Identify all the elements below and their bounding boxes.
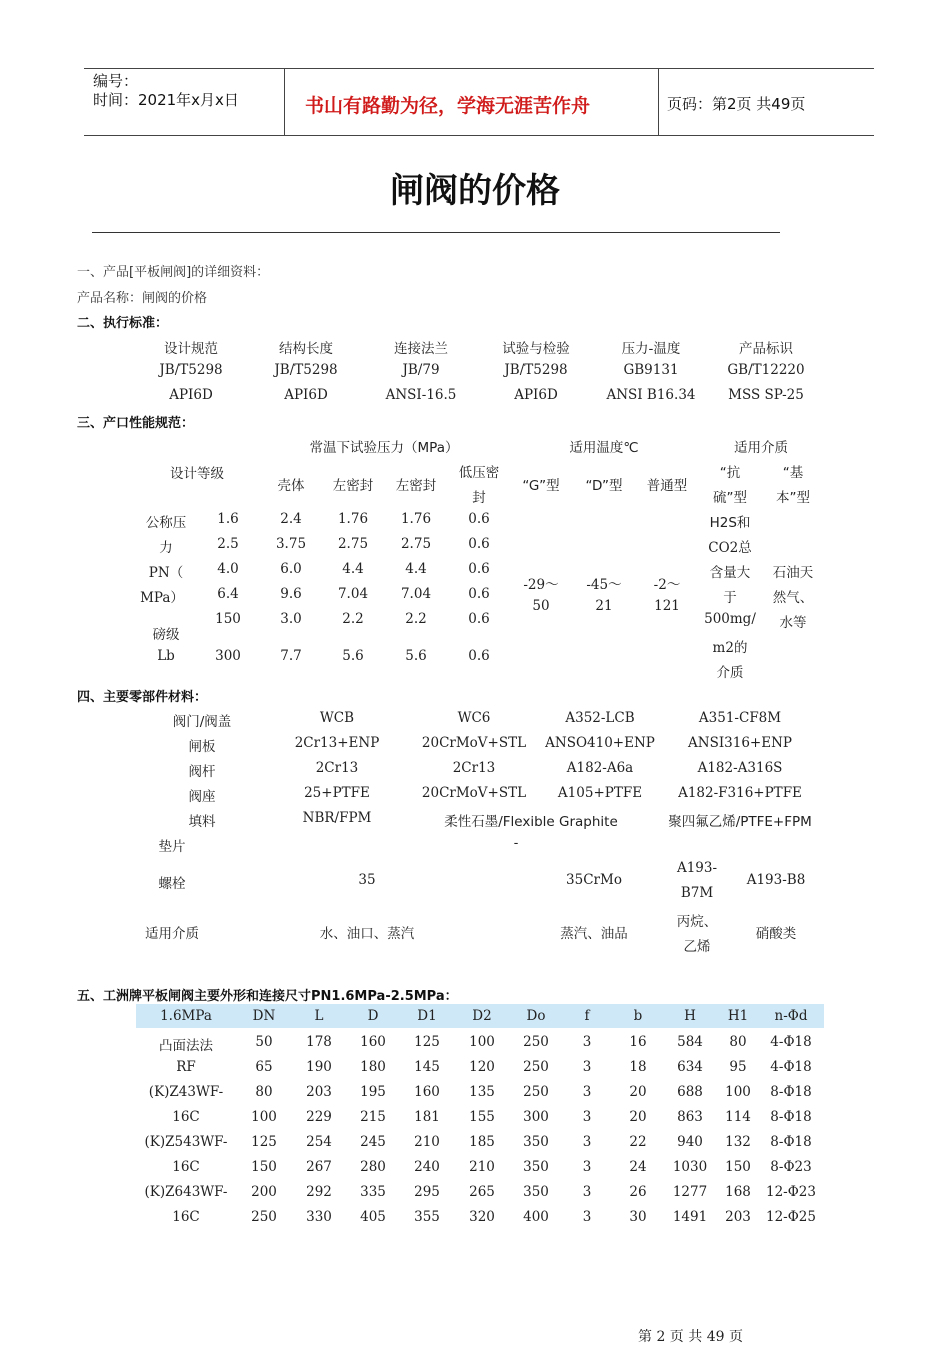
sec2-col: 压力-温度	[621, 341, 681, 357]
bolt-cell: 35	[358, 872, 376, 888]
dim-cell: 3	[582, 1059, 592, 1075]
sec2-heading: 二、执行标准：	[77, 316, 169, 331]
g-type-label: “G”型	[522, 478, 560, 494]
low-seal-label: 低压密	[458, 465, 500, 481]
dim-cell: 240	[414, 1159, 440, 1175]
dim-cell: 30	[629, 1209, 647, 1225]
dim-cell: 350	[523, 1159, 549, 1175]
dim-cell: (K)Z43WF-	[148, 1084, 224, 1100]
dim-header-cell: D2	[472, 1008, 492, 1024]
dim-cell: 1277	[672, 1184, 708, 1200]
bolt-cell: B7M	[680, 885, 714, 901]
lb-label: Lb	[157, 648, 175, 664]
header-motto: 书山有路勤为径，学海无涯苦作舟	[305, 95, 591, 117]
dim-cell: 95	[729, 1059, 747, 1075]
seal-cell: 2.75	[337, 536, 369, 552]
material-cell: 20CrMoV+STL	[421, 785, 527, 801]
dim-cell: 125	[251, 1134, 277, 1150]
g-range: 50	[532, 598, 550, 614]
sec2-cell: API6D	[514, 387, 558, 403]
header-date: 时间：2021年x月x日	[93, 91, 239, 109]
normal-range: -2～	[653, 577, 681, 593]
sec2-col: 设计规范	[164, 341, 218, 357]
low-seal-cell: 0.6	[468, 586, 490, 602]
dim-cell: 1030	[672, 1159, 708, 1175]
header-divider-1	[284, 68, 285, 135]
grade-cell: 2.5	[217, 536, 239, 552]
sec2-cell: API6D	[284, 387, 328, 403]
dim-cell: 320	[469, 1209, 495, 1225]
dim-cell: 135	[469, 1084, 495, 1100]
normal-range: 121	[654, 598, 680, 614]
shell-cell: 3.75	[275, 536, 307, 552]
dim-cell: 3	[582, 1134, 592, 1150]
basic-type-label: “基	[782, 465, 804, 481]
low-seal-cell: 0.6	[468, 648, 490, 664]
sec2-col: 产品标识	[739, 341, 793, 357]
medium-cell: 水、油口、蒸汽	[319, 926, 415, 942]
dim-cell: 688	[677, 1084, 703, 1100]
title-rule	[92, 232, 780, 233]
material-cell: A182-A316S	[697, 760, 783, 776]
dim-cell: 292	[306, 1184, 332, 1200]
low-seal-label: 封	[472, 490, 486, 506]
medium-label: 适用介质	[145, 926, 199, 942]
bolt-cell: A193-	[676, 860, 718, 876]
seal-cell: 2.75	[400, 536, 432, 552]
material-cell: A352-LCB	[565, 710, 635, 726]
basic-medium: 石油天	[772, 565, 814, 581]
shell-label: 壳体	[277, 478, 305, 494]
dim-cell: 100	[251, 1109, 277, 1125]
dim-cell: 265	[469, 1184, 495, 1200]
test-pressure-label: 常温下试验压力（MPa）	[309, 440, 459, 456]
left-seal-label: 左密封	[332, 478, 374, 494]
pn-label: 力	[159, 540, 173, 556]
page-footer: 第 2 页 共 49 页	[638, 1329, 743, 1345]
dim-header-cell: D1	[417, 1008, 437, 1024]
dim-cell: 20	[629, 1109, 647, 1125]
material-part: 阀杆	[188, 764, 216, 780]
dim-cell: 155	[469, 1109, 495, 1125]
dim-cell: 355	[414, 1209, 440, 1225]
seal-cell: 4.4	[405, 561, 427, 577]
material-cell: 柔性石墨/Flexible Graphite	[444, 814, 618, 830]
seal-cell: 2.2	[405, 611, 427, 627]
material-part: 阀门/阀盖	[172, 714, 232, 730]
dim-cell: 330	[306, 1209, 332, 1225]
shell-cell: 7.7	[280, 648, 302, 664]
header-bottom-border	[84, 135, 874, 136]
d-range: 21	[595, 598, 613, 614]
dim-cell: 203	[306, 1084, 332, 1100]
sec2-cell: ANSI-16.5	[385, 387, 457, 403]
dim-header-cell: n-Φd	[774, 1008, 808, 1024]
dim-cell: 8-Φ18	[770, 1084, 812, 1100]
pn-label: MPa）	[140, 590, 184, 606]
d-type-label: “D”型	[585, 478, 623, 494]
dim-cell: 18	[629, 1059, 647, 1075]
dim-cell: 250	[523, 1034, 549, 1050]
header-page: 页码：第2页 共49页	[667, 95, 806, 113]
header-number: 编号：	[93, 72, 139, 90]
sec2-cell: GB/T12220	[727, 362, 805, 378]
dim-cell: 100	[469, 1034, 495, 1050]
dim-header-cell: 1.6MPa	[160, 1008, 212, 1024]
normal-type-label: 普通型	[646, 478, 688, 494]
anti-medium: 于	[723, 590, 737, 606]
dim-header-cell: H1	[727, 1008, 749, 1024]
dim-cell: 181	[414, 1109, 440, 1125]
design-grade-label: 设计等级	[170, 466, 224, 482]
anti-sulfur-label: “抗	[719, 465, 741, 481]
dim-header-cell: Do	[526, 1008, 546, 1024]
seal-cell: 5.6	[405, 648, 427, 664]
sec5-heading: 五、工洲牌平板闸阀主要外形和连接尺寸PN1.6MPa-2.5MPa：	[77, 989, 458, 1004]
sec2-col: 连接法兰	[394, 341, 448, 357]
material-cell: 25+PTFE	[304, 785, 370, 801]
grade-cell: 300	[215, 648, 241, 664]
material-cell: ANSI316+ENP	[688, 735, 792, 751]
dim-header-cell: H	[684, 1008, 696, 1024]
seal-cell: 7.04	[337, 586, 369, 602]
material-part: 闸板	[188, 739, 216, 755]
dim-cell: 16C	[172, 1209, 200, 1225]
dim-cell: 12-Φ23	[766, 1184, 816, 1200]
intro-line-2: 产品名称：闸阀的价格	[77, 291, 208, 306]
dim-cell: 250	[523, 1084, 549, 1100]
g-range: -29～	[523, 577, 559, 593]
dim-cell: 12-Φ25	[766, 1209, 816, 1225]
medium-cell: 乙烯	[683, 939, 711, 955]
dim-cell: 22	[629, 1134, 647, 1150]
sec2-cell: JB/79	[402, 362, 440, 378]
header-divider-2	[658, 68, 659, 135]
medium-label: 适用介质	[734, 440, 788, 456]
dim-cell: 250	[251, 1209, 277, 1225]
sec4-heading: 四、主要零部件材料：	[77, 690, 208, 705]
sec2-cell: MSS SP-25	[728, 387, 804, 403]
material-cell: A182-F316+PTFE	[678, 785, 802, 801]
dim-cell: 145	[414, 1059, 440, 1075]
material-cell: 20CrMoV+STL	[421, 735, 527, 751]
left-seal-label: 左密封	[395, 478, 437, 494]
anti-medium: 介质	[716, 665, 744, 681]
seal-cell: 7.04	[400, 586, 432, 602]
sec2-cell: API6D	[169, 387, 213, 403]
dim-cell: 16C	[172, 1109, 200, 1125]
material-cell: 2Cr13	[452, 760, 496, 776]
dim-cell: 4-Φ18	[770, 1059, 812, 1075]
dim-header-cell: f	[584, 1008, 590, 1024]
dim-cell: 3	[582, 1109, 592, 1125]
basic-type-label: 本”型	[776, 490, 810, 506]
dim-cell: 350	[523, 1184, 549, 1200]
medium-cell: 丙烷、	[676, 914, 718, 930]
dim-cell: 180	[360, 1059, 386, 1075]
anti-medium: H2S和	[709, 515, 751, 531]
dim-cell: 3	[582, 1184, 592, 1200]
medium-cell: 蒸汽、油品	[560, 926, 628, 942]
dim-cell: 160	[414, 1084, 440, 1100]
dim-cell: 250	[523, 1059, 549, 1075]
dim-cell: 185	[469, 1134, 495, 1150]
dim-header-cell: L	[314, 1008, 324, 1024]
dim-cell: 863	[677, 1109, 703, 1125]
dim-cell: 350	[523, 1134, 549, 1150]
dim-cell: 120	[469, 1059, 495, 1075]
dim-cell: 50	[255, 1034, 273, 1050]
dim-cell: 24	[629, 1159, 647, 1175]
low-seal-cell: 0.6	[468, 611, 490, 627]
low-seal-cell: 0.6	[468, 536, 490, 552]
dim-cell: 8-Φ23	[770, 1159, 812, 1175]
material-cell: 2Cr13+ENP	[294, 735, 380, 751]
dim-cell: 168	[725, 1184, 751, 1200]
anti-medium: m2的	[712, 640, 748, 656]
header-top-border	[84, 68, 874, 69]
dim-header-cell: D	[367, 1008, 379, 1024]
dim-cell: 132	[725, 1134, 751, 1150]
dim-cell: RF	[176, 1059, 196, 1075]
sec2-col: 结构长度	[279, 341, 333, 357]
bolt-cell: A193-B8	[746, 872, 806, 888]
dim-cell: 300	[523, 1109, 549, 1125]
sec2-cell: ANSI B16.34	[606, 387, 696, 403]
dim-header-cell: DN	[252, 1008, 276, 1024]
dim-cell: 4-Φ18	[770, 1034, 812, 1050]
seal-cell: 4.4	[342, 561, 364, 577]
seal-cell: 2.2	[342, 611, 364, 627]
dim-cell: 3	[582, 1084, 592, 1100]
basic-medium: 然气、	[772, 590, 814, 606]
grade-cell: 1.6	[217, 511, 239, 527]
dim-cell: 335	[360, 1184, 386, 1200]
sec2-cell: JB/T5298	[274, 362, 338, 378]
grade-cell: 4.0	[217, 561, 239, 577]
dim-cell: 280	[360, 1159, 386, 1175]
dim-cell: 400	[523, 1209, 549, 1225]
dim-cell: 3	[582, 1034, 592, 1050]
sec2-cell: JB/T5298	[504, 362, 568, 378]
medium-cell: 硝酸类	[755, 926, 797, 942]
dim-cell: 405	[360, 1209, 386, 1225]
dim-cell: 215	[360, 1109, 386, 1125]
material-cell: WCB	[319, 710, 355, 726]
seal-cell: 1.76	[400, 511, 432, 527]
dim-cell: 195	[360, 1084, 386, 1100]
dim-cell: 584	[677, 1034, 703, 1050]
gasket-dash: -	[513, 835, 519, 851]
dim-cell: 150	[251, 1159, 277, 1175]
material-cell: ANSO410+ENP	[545, 735, 655, 751]
temp-label: 适用温度℃	[569, 440, 639, 456]
dim-header-cell: b	[633, 1008, 643, 1024]
sec2-cell: JB/T5298	[159, 362, 223, 378]
sec2-col: 试验与检验	[502, 341, 570, 357]
anti-medium: 500mg/	[704, 611, 756, 627]
dim-cell: 3	[582, 1209, 592, 1225]
bolt-cell: 35CrMo	[566, 872, 622, 888]
material-cell: 聚四氟乙烯/PTFE+FPM	[668, 814, 812, 830]
dim-cell: 210	[414, 1134, 440, 1150]
material-cell: 2Cr13	[315, 760, 359, 776]
material-cell: A351-CF8M	[698, 710, 782, 726]
sec3-heading: 三、产口性能规范：	[77, 416, 195, 431]
dim-cell: 26	[629, 1184, 647, 1200]
shell-cell: 6.0	[280, 561, 302, 577]
dim-cell: 267	[306, 1159, 332, 1175]
dim-cell: 20	[629, 1084, 647, 1100]
low-seal-cell: 0.6	[468, 561, 490, 577]
seal-cell: 5.6	[342, 648, 364, 664]
dim-cell: 凸面法法	[159, 1038, 213, 1054]
shell-cell: 9.6	[280, 586, 302, 602]
material-cell: A182-A6a	[566, 760, 634, 776]
anti-medium: 含量大	[709, 565, 751, 581]
gasket-label: 垫片	[158, 839, 186, 855]
dim-cell: 80	[729, 1034, 747, 1050]
dim-cell: 3	[582, 1159, 592, 1175]
d-range: -45～	[586, 577, 622, 593]
pn-label: 公称压	[145, 515, 187, 531]
dim-cell: 940	[677, 1134, 703, 1150]
dim-cell: 178	[306, 1034, 332, 1050]
dim-cell: (K)Z643WF-	[144, 1184, 228, 1200]
bolt-label: 螺栓	[158, 876, 186, 892]
material-cell: A105+PTFE	[557, 785, 643, 801]
dim-cell: 203	[725, 1209, 751, 1225]
grade-cell: 150	[215, 611, 241, 627]
material-cell: NBR/FPM	[302, 810, 372, 826]
dim-cell: 8-Φ18	[770, 1134, 812, 1150]
page-title: 闸阀的价格	[390, 171, 560, 211]
dim-cell: 8-Φ18	[770, 1109, 812, 1125]
material-part: 填料	[188, 814, 216, 830]
material-part: 阀座	[188, 789, 216, 805]
anti-sulfur-label: 硫”型	[713, 490, 747, 506]
dim-cell: 229	[306, 1109, 332, 1125]
dim-cell: 210	[469, 1159, 495, 1175]
dim-cell: 295	[414, 1184, 440, 1200]
dim-cell: 190	[306, 1059, 332, 1075]
lb-label: 磅级	[152, 627, 180, 643]
anti-medium: CO2总	[708, 540, 752, 556]
dim-cell: 65	[255, 1059, 273, 1075]
dim-cell: 634	[677, 1059, 703, 1075]
low-seal-cell: 0.6	[468, 511, 490, 527]
dim-cell: (K)Z543WF-	[144, 1134, 228, 1150]
basic-medium: 水等	[779, 615, 807, 631]
dim-cell: 160	[360, 1034, 386, 1050]
dim-cell: 254	[306, 1134, 332, 1150]
dim-cell: 80	[255, 1084, 273, 1100]
dim-cell: 100	[725, 1084, 751, 1100]
dim-cell: 16	[629, 1034, 647, 1050]
pn-label: PN（	[148, 565, 184, 581]
intro-line-1: 一、产品[平板闸阀]的详细资料：	[77, 265, 270, 280]
dim-cell: 1491	[672, 1209, 708, 1225]
grade-cell: 6.4	[217, 586, 239, 602]
dim-cell: 245	[360, 1134, 386, 1150]
sec2-cell: GB9131	[623, 362, 679, 378]
shell-cell: 3.0	[280, 611, 302, 627]
seal-cell: 1.76	[337, 511, 369, 527]
shell-cell: 2.4	[280, 511, 302, 527]
dim-cell: 125	[414, 1034, 440, 1050]
dim-cell: 16C	[172, 1159, 200, 1175]
material-cell: WC6	[457, 710, 491, 726]
dim-cell: 150	[725, 1159, 751, 1175]
dim-cell: 114	[725, 1109, 751, 1125]
dim-cell: 200	[251, 1184, 277, 1200]
